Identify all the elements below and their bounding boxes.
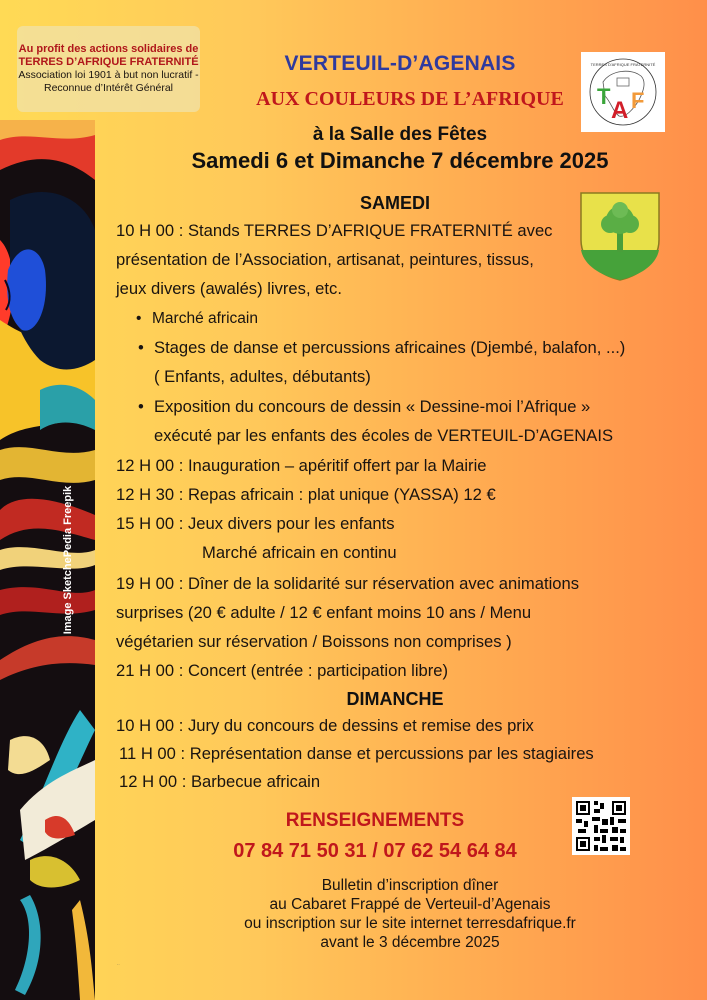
bullet-item-workshops-cont: ( Enfants, adultes, débutants) bbox=[154, 367, 371, 386]
taf-logo-icon bbox=[581, 52, 665, 132]
assoc-line-3: Association loi 1901 à but non lucratif - bbox=[18, 69, 199, 81]
african-woman-painting bbox=[0, 120, 95, 1000]
bullet-item-workshops: • Stages de danse et percussions africaines (Djembé, balafon, ...) bbox=[154, 338, 625, 358]
saturday-intro-line: jeux divers (awalés) livres, etc. bbox=[116, 279, 342, 298]
info-heading: RENSEIGNEMENTS bbox=[285, 810, 465, 831]
saturday-intro-line: 10 H 00 : Stands TERRES D’AFRIQUE FRATERNITÉ avec bbox=[116, 221, 553, 240]
schedule-item: 11 H 00 : Représentation danse et percussions par les stagiaires bbox=[119, 744, 594, 763]
event-title: AUX COULEURS DE L’AFRIQUE bbox=[256, 88, 564, 110]
venue: à la Salle des Fêtes bbox=[312, 124, 488, 145]
schedule-item: 12 H 00 : Barbecue africain bbox=[119, 772, 321, 791]
svg-text:TERRES D'AFRIQUE FRATERNITÉ: TERRES D'AFRIQUE FRATERNITÉ bbox=[590, 62, 656, 67]
bullet-item-exhibition: • Exposition du concours de dessin « Dessine-moi l’Afrique » bbox=[154, 397, 590, 417]
assoc-line-1: Au profit des actions solidaires de bbox=[18, 43, 199, 55]
assoc-line-4: Reconnue d’Intérêt Général bbox=[44, 82, 173, 94]
schedule-item: 21 H 00 : Concert (entrée : participation libre) bbox=[116, 661, 449, 680]
svg-text:F: F bbox=[631, 88, 645, 113]
sunday-heading: DIMANCHE bbox=[346, 689, 444, 709]
svg-text:T: T bbox=[597, 84, 611, 109]
event-dates: Samedi 6 et Dimanche 7 décembre 2025 bbox=[191, 148, 609, 173]
schedule-item-cont: Marché africain en continu bbox=[202, 543, 397, 562]
footer-line-website: ou inscription sur le site internet terresdafrique.fr bbox=[244, 915, 576, 932]
footer-deadline: avant le 3 décembre 2025 bbox=[320, 934, 500, 951]
city-title: VERTEUIL-D’AGENAIS bbox=[284, 52, 516, 75]
schedule-item: 19 H 00 : Dîner de la solidarité sur réservation avec animations bbox=[116, 574, 580, 593]
svg-text:A: A bbox=[611, 97, 629, 124]
schedule-item: 15 H 00 : Jeux divers pour les enfants bbox=[116, 514, 395, 533]
saturday-intro-line: présentation de l’Association, artisanat, peintures, tissus, bbox=[116, 250, 534, 269]
bullet-item-market: • Marché africain bbox=[152, 310, 258, 328]
registration-info bbox=[190, 876, 630, 952]
schedule-item-cont: végétarien sur réservation / Boissons non comprises ) bbox=[116, 632, 512, 651]
qr-code[interactable] bbox=[572, 797, 630, 855]
taf-logo bbox=[581, 52, 665, 132]
schedule-item: 12 H 00 : Inauguration – apéritif offert par la Mairie bbox=[116, 456, 487, 475]
image-credit: Image SketchePedia Freepik bbox=[62, 485, 74, 635]
artwork-panel bbox=[0, 120, 95, 1000]
phone-numbers[interactable]: 07 84 71 50 31 / 07 62 54 64 84 bbox=[233, 840, 517, 862]
tiny-mark: ·· bbox=[117, 962, 120, 967]
assoc-name: TERRES D’AFRIQUE FRATERNITÉ bbox=[18, 56, 199, 68]
schedule-item: 10 H 00 : Jury du concours de dessins et remise des prix bbox=[116, 716, 534, 735]
schedule-item: 12 H 30 : Repas africain : plat unique (YASSA) 12 € bbox=[116, 485, 496, 504]
schedule-item-cont: surprises (20 € adulte / 12 € enfant moins 10 ans / Menu bbox=[116, 603, 532, 622]
footer-line: Bulletin d’inscription dîner bbox=[321, 877, 499, 894]
footer-line: au Cabaret Frappé de Verteuil-d’Agenais bbox=[269, 896, 551, 913]
bullet-item-exhibition-cont: exécuté par les enfants des écoles de VERTEUIL-D’AGENAIS bbox=[154, 426, 614, 445]
qr-code-icon bbox=[572, 797, 630, 855]
saturday-heading: SAMEDI bbox=[359, 193, 430, 213]
